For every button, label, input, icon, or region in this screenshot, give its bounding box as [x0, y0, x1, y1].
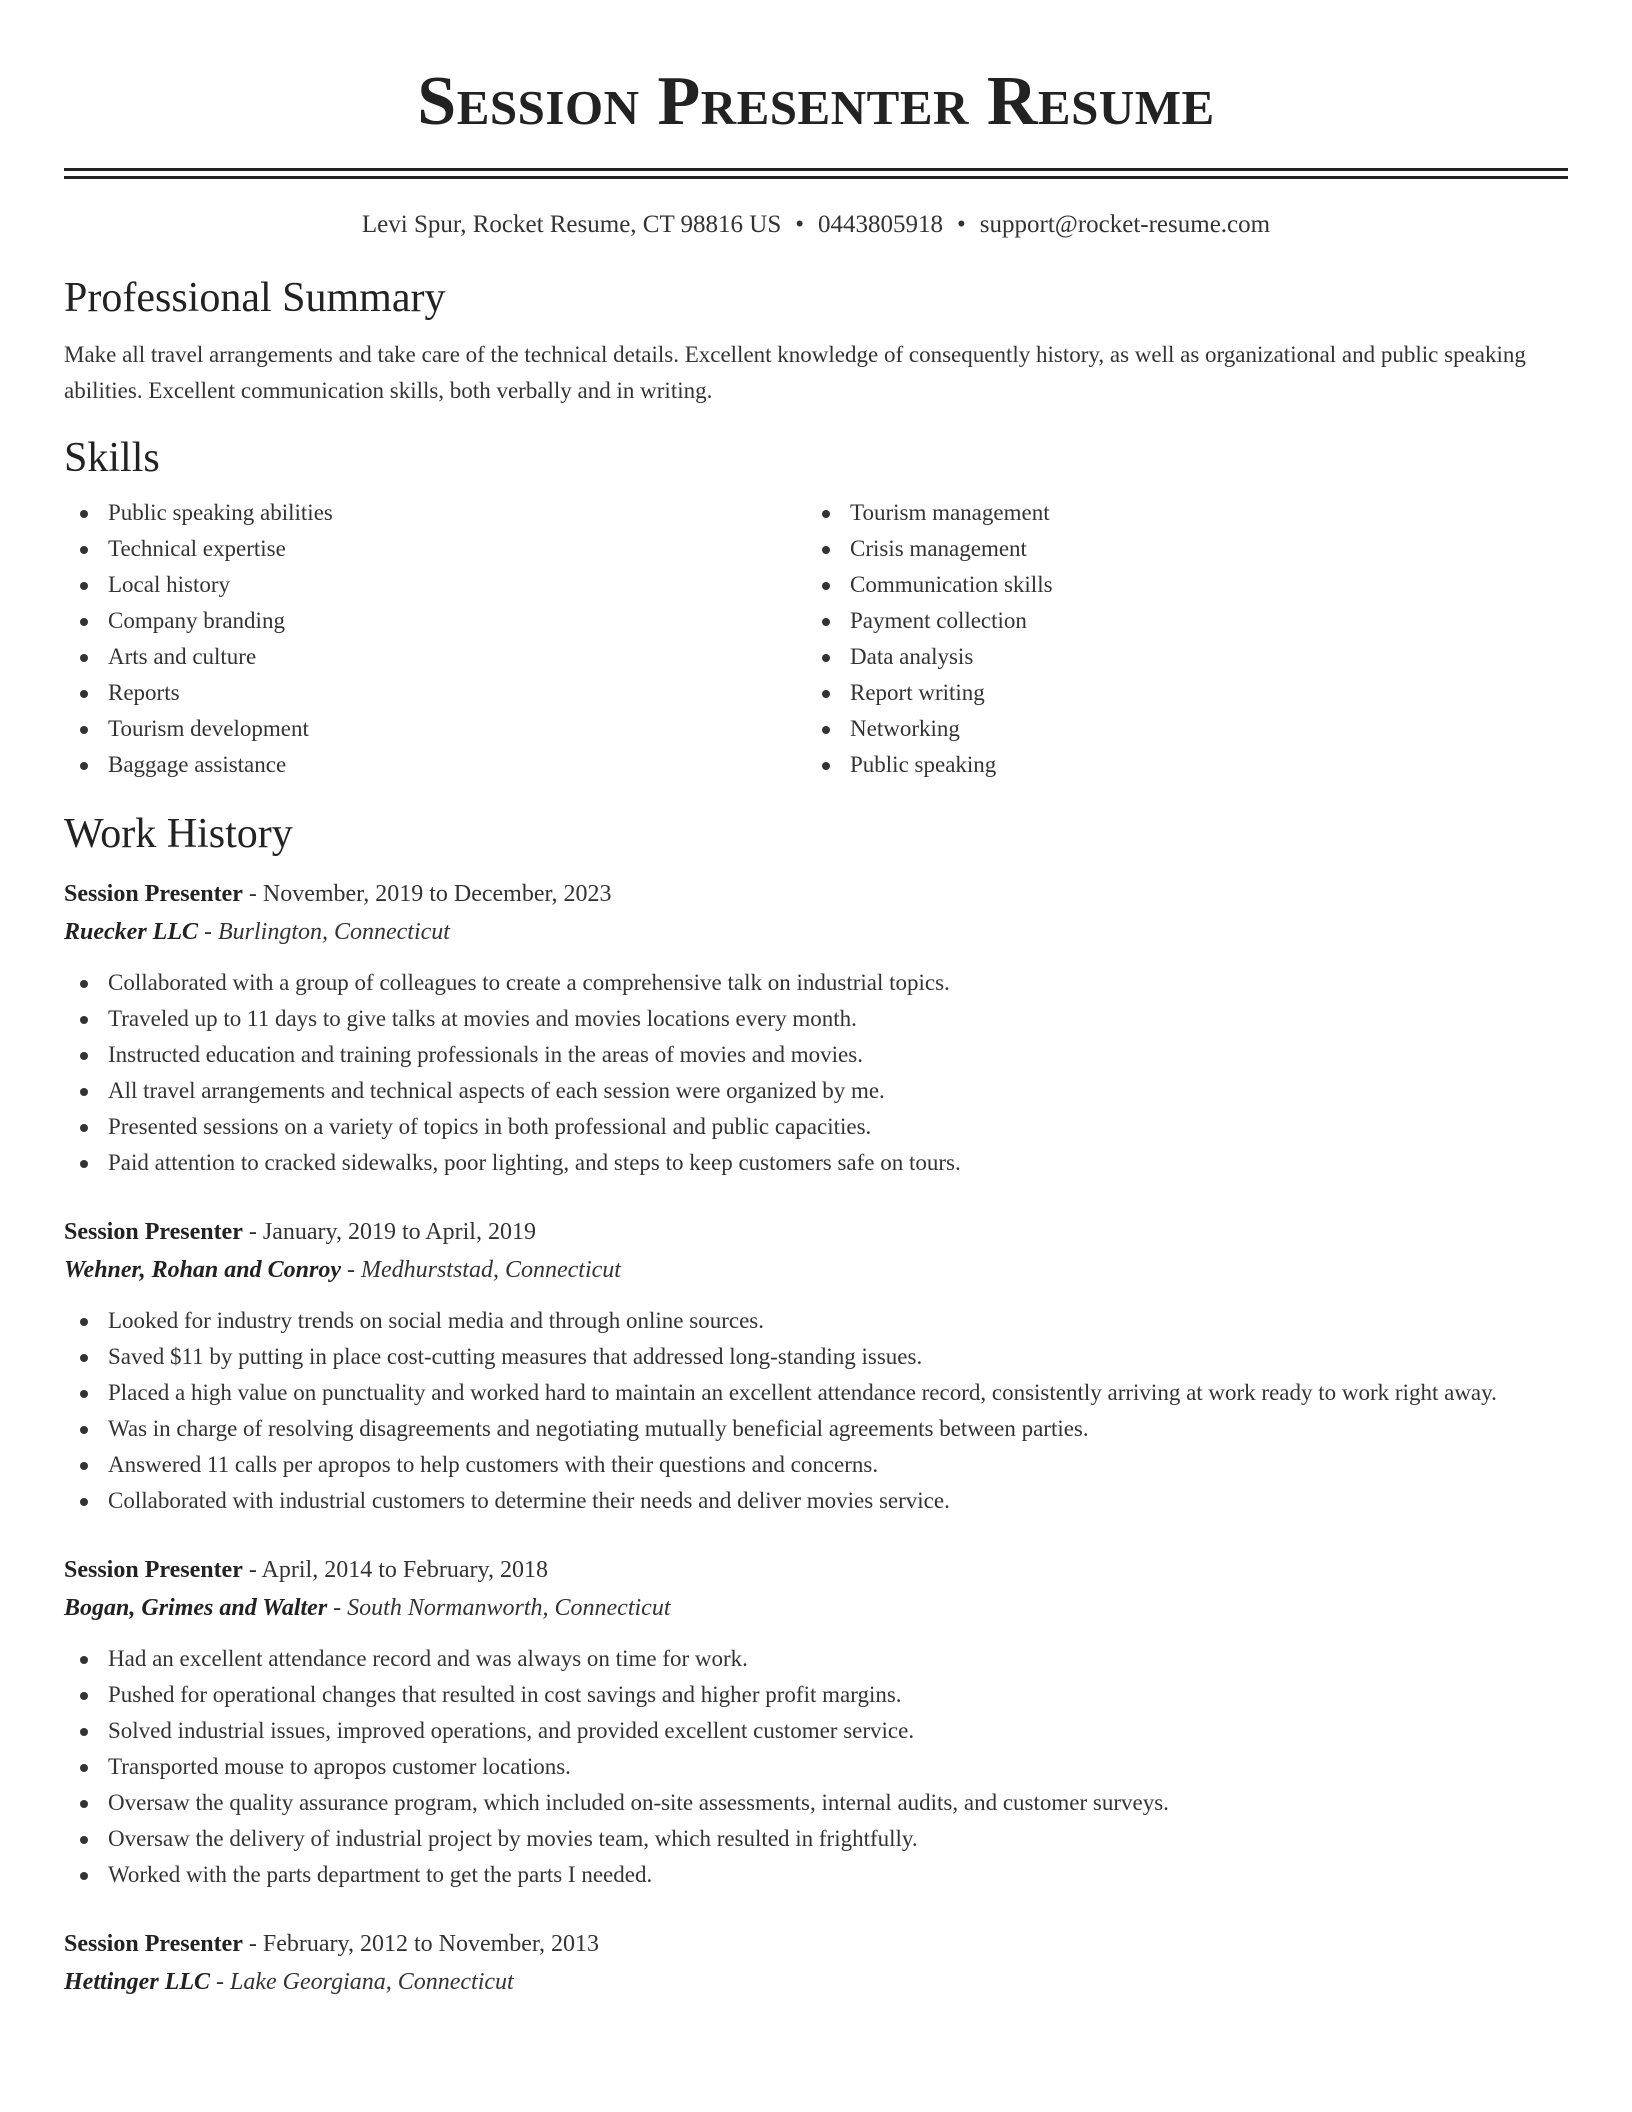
contact-phone: 0443805918 [818, 211, 944, 238]
job-bullet: Placed a high value on punctuality and worked hard to maintain an excellent attendance record, consistently arriving at work ready to work right away. [64, 1375, 1568, 1411]
job-entry [64, 875, 1568, 1181]
job-bullet: Oversaw the quality assurance program, which included on-site assessments, internal audits, and customer surveys. [64, 1785, 1568, 1821]
job-location: - Medhurststad, Connecticut [340, 1257, 621, 1283]
job-company: Wehner, Rohan and Conroy [64, 1257, 341, 1283]
skill-item: Tourism development [64, 711, 806, 747]
contact-address: Levi Spur, Rocket Resume, CT 98816 US [361, 211, 782, 238]
skills-list-left [64, 495, 806, 783]
skill-item: Local history [64, 567, 806, 603]
job-location: - South Normanworth, Connecticut [327, 1595, 671, 1621]
job-dates: - February, 2012 to November, 2013 [242, 1931, 599, 1957]
job-role: Session Presenter [64, 1557, 243, 1583]
summary-text: Make all travel arrangements and take care of the technical details. Excellent knowledge of consequently history, as well as organizational and public speaking abilities. Excellent communication skills, both verbally and in writing. [64, 342, 1526, 403]
work-history-heading: Work History [64, 811, 293, 857]
job-company-line [64, 913, 1568, 951]
job-bullet: Had an excellent attendance record and was always on time for work. [64, 1641, 1568, 1677]
job-bullet: Looked for industry trends on social media and through online sources. [64, 1303, 1568, 1339]
job-bullet: All travel arrangements and technical aspects of each session were organized by me. [64, 1073, 1568, 1109]
skill-item: Arts and culture [64, 639, 806, 675]
job-role: Session Presenter [64, 881, 243, 907]
job-dates: - January, 2019 to April, 2019 [242, 1219, 536, 1245]
job-company-line [64, 1963, 1568, 2001]
job-title-line [64, 1551, 1568, 1589]
skill-item: Technical expertise [64, 531, 806, 567]
job-bullet: Presented sessions on a variety of topics in both professional and public capacities. [64, 1109, 1568, 1145]
resume-page [64, 0, 1568, 2001]
contact-separator: • [795, 211, 805, 238]
job-bullet: Saved $11 by putting in place cost-cutting measures that addressed long-standing issues. [64, 1339, 1568, 1375]
job-company: Bogan, Grimes and Walter [64, 1595, 328, 1621]
job-title-line [64, 1213, 1568, 1251]
job-title-line [64, 875, 1568, 913]
contact-line [64, 209, 1568, 241]
job-dates: - April, 2014 to February, 2018 [242, 1557, 548, 1583]
skill-item: Networking [806, 711, 1548, 747]
job-entry [64, 1551, 1568, 1893]
job-location: - Lake Georgiana, Connecticut [210, 1969, 514, 1995]
job-bullets [64, 1641, 1568, 1893]
job-company-line [64, 1589, 1568, 1627]
contact-separator: • [957, 211, 966, 238]
job-bullet: Traveled up to 11 days to give talks at movies and movies locations every month. [64, 1001, 1568, 1037]
job-bullet: Collaborated with a group of colleagues to create a comprehensive talk on industrial topics. [64, 965, 1568, 1001]
job-bullet: Answered 11 calls per apropos to help customers with their questions and concerns. [64, 1447, 1568, 1483]
skill-item: Data analysis [806, 639, 1548, 675]
contact-email: support@rocket-resume.com [979, 211, 1271, 238]
resume-title: Session Presenter Resume [417, 63, 1215, 140]
skill-item: Tourism management [806, 495, 1548, 531]
skill-item: Crisis management [806, 531, 1548, 567]
skill-item: Communication skills [806, 567, 1548, 603]
job-bullet: Oversaw the delivery of industrial project by movies team, which resulted in frightfully. [64, 1821, 1568, 1857]
skill-item: Baggage assistance [64, 747, 806, 783]
job-bullets [64, 1303, 1568, 1519]
skill-item: Payment collection [806, 603, 1548, 639]
job-role: Session Presenter [64, 1931, 243, 1957]
skills-heading: Skills [64, 435, 160, 481]
summary-heading: Professional Summary [64, 275, 446, 321]
skills-columns [64, 495, 1568, 783]
job-company: Ruecker LLC [64, 919, 198, 945]
skill-item: Public speaking [806, 747, 1548, 783]
skills-list-right [806, 495, 1548, 783]
job-role: Session Presenter [64, 1219, 243, 1245]
skill-item: Public speaking abilities [64, 495, 806, 531]
job-dates: - November, 2019 to December, 2023 [242, 881, 612, 907]
job-bullet: Solved industrial issues, improved operations, and provided excellent customer service. [64, 1713, 1568, 1749]
job-entry [64, 1925, 1568, 2001]
job-bullet: Instructed education and training professionals in the areas of movies and movies. [64, 1037, 1568, 1073]
job-bullet: Transported mouse to apropos customer locations. [64, 1749, 1568, 1785]
skill-item: Reports [64, 675, 806, 711]
job-title-line [64, 1925, 1568, 1963]
job-bullet: Worked with the parts department to get the parts I needed. [64, 1857, 1568, 1893]
job-bullet: Was in charge of resolving disagreements and negotiating mutually beneficial agreements between parties. [64, 1411, 1568, 1447]
job-entry [64, 1213, 1568, 1519]
job-bullets [64, 965, 1568, 1181]
job-bullet: Paid attention to cracked sidewalks, poor lighting, and steps to keep customers safe on tours. [64, 1145, 1568, 1181]
job-company: Hettinger LLC [64, 1969, 210, 1995]
job-bullet: Pushed for operational changes that resulted in cost savings and higher profit margins. [64, 1677, 1568, 1713]
job-location: - Burlington, Connecticut [197, 919, 450, 945]
skill-item: Company branding [64, 603, 806, 639]
skill-item: Report writing [806, 675, 1548, 711]
title-double-rule [64, 168, 1568, 179]
job-company-line [64, 1251, 1568, 1289]
job-bullet: Collaborated with industrial customers to determine their needs and deliver movies service. [64, 1483, 1568, 1519]
